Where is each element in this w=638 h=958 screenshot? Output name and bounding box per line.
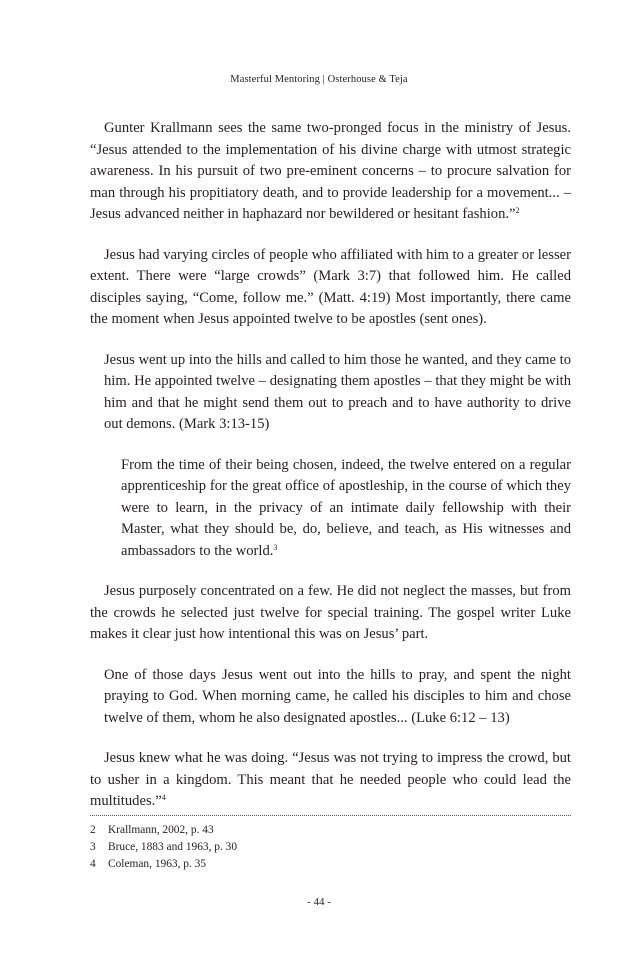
block-quote-bruce bbox=[121, 455, 571, 563]
footnote bbox=[90, 822, 237, 839]
footnote-number: 2 bbox=[90, 824, 96, 836]
footnote-ref[interactable]: 3 bbox=[273, 542, 278, 552]
paragraph-krallmann bbox=[90, 118, 571, 226]
footnote-number: 3 bbox=[90, 841, 96, 853]
footnote-divider bbox=[90, 815, 571, 816]
footnotes bbox=[90, 822, 237, 873]
block-quote-luke: One of those days Jesus went out into the hills to pray, and spent the night praying to God. When morning came, he called his disciples to him and chose twelve of them, whom he also designated apostles... (Luke 6:12 – 13) bbox=[104, 666, 571, 726]
footnote-number: 4 bbox=[90, 858, 96, 870]
paragraph-kingdom bbox=[90, 748, 571, 813]
paragraph-text: Gunter Krallmann sees the same two-pronged focus in the ministry of Jesus. “Jesus attended to the implementation of his divine charge with utmost strategic awareness. In his pursuit of two pre-eminent concerns – to procure salvation for man through his propitiatory death, and to provide leadership for a movement... – Jesus advanced neither in haphazard nor bewildered or hesitant fashion.” bbox=[90, 120, 571, 222]
paragraph-circles: Jesus had varying circles of people who affiliated with him to a greater or lesser extent. There were “large crowds” (Mark 3:7) that followed him. He called disciples saying, “Come, follow me.” (Matt. 4:19) Most importantly, there came the moment when Jesus appointed twelve to be apostles (sent ones). bbox=[90, 246, 571, 327]
paragraph-concentrated: Jesus purposely concentrated on a few. He did not neglect the masses, but from the crowds he selected just twelve for special training. The gospel writer Luke makes it clear just how intentional this was on Jesus’ part. bbox=[90, 583, 571, 642]
footnote-ref[interactable]: 2 bbox=[515, 206, 520, 215]
body-text bbox=[90, 118, 571, 832]
footnote-text: Bruce, 1883 and 1963, p. 30 bbox=[108, 841, 238, 853]
footnote-ref[interactable]: 4 bbox=[161, 793, 166, 802]
footnote-text: Coleman, 1963, p. 35 bbox=[108, 858, 207, 870]
footnote bbox=[90, 856, 237, 873]
footnote bbox=[90, 839, 237, 856]
running-head: Masterful Mentoring | Osterhouse & Teja bbox=[230, 74, 408, 85]
page-number: - 44 - bbox=[307, 896, 331, 908]
paragraph-text: Jesus knew what he was doing. “Jesus was not trying to impress the crowd, but to usher in a kingdom. This meant that he needed people who could lead the multitudes.” bbox=[90, 750, 571, 809]
quote-text: From the time of their being chosen, indeed, the twelve entered on a regular apprenticeship for the great office of apostleship, in the course of which they were to learn, in the privacy of an intimate daily fellowship with their Master, what they should be, do, believe, and teach, as His witnesses and ambassadors to the world. bbox=[121, 456, 571, 559]
block-quote-mark: Jesus went up into the hills and called to him those he wanted, and they came to him. He appointed twelve – designating them apostles – that they might be with him and that he might send them out to preach and to have authority to drive out demons. (Mark 3:13-15) bbox=[104, 351, 571, 432]
footnote-text: Krallmann, 2002, p. 43 bbox=[108, 824, 214, 836]
